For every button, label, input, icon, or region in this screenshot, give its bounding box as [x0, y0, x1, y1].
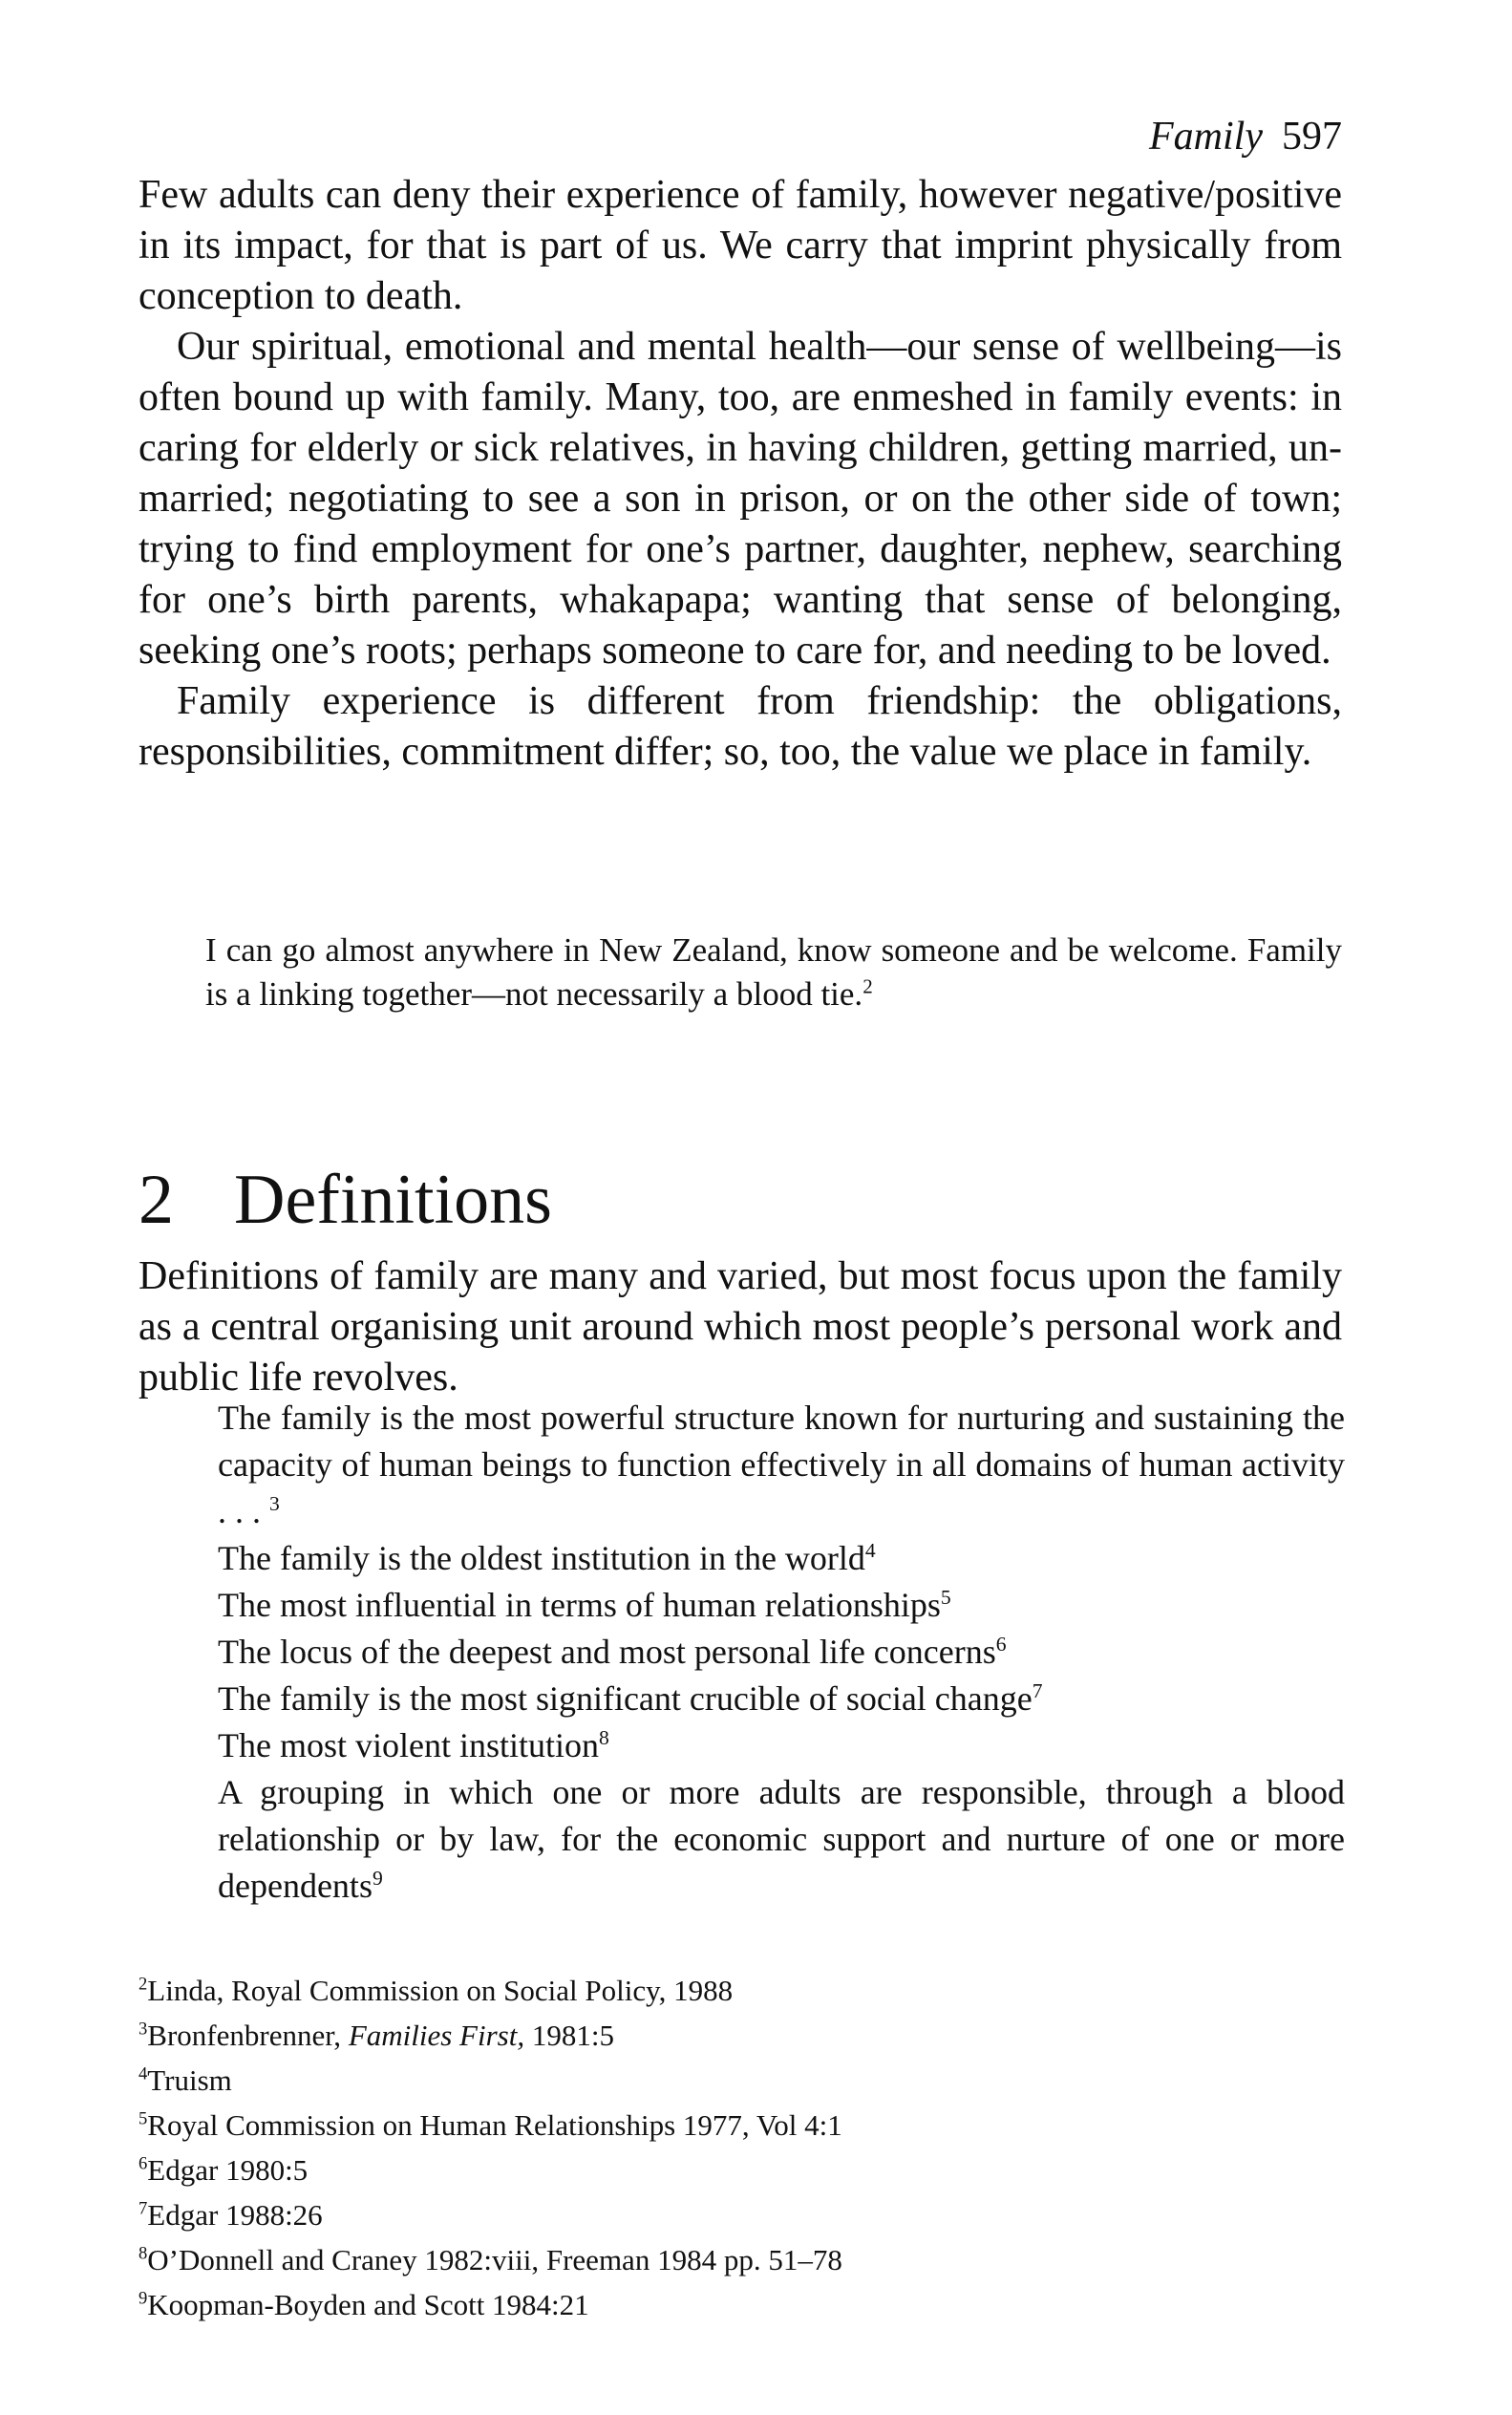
definition-text: The family is the oldest institution in the world	[218, 1539, 865, 1577]
running-title: Family	[1149, 115, 1263, 159]
definition-item	[218, 1769, 1345, 1910]
page-number: 597	[1282, 115, 1342, 159]
definition-text: The family is the most powerful structure known for nurturing and sustaining the capacity of human beings to function effectively in all domains of human activity . . .	[218, 1399, 1345, 1530]
footnote	[138, 2013, 1342, 2058]
footnote-ref: 3	[269, 1492, 280, 1515]
footnote	[138, 2103, 1342, 2148]
footnote-text: Edgar 1980:5	[147, 2153, 309, 2187]
running-header	[138, 113, 1342, 160]
paragraph: Few adults can deny their experience of family, however negative/positive in its impact, for that is part of us. We carry that imprint physically from conception to death.	[138, 173, 1342, 318]
footnote-ref: 2	[862, 974, 873, 998]
footnote-number: 8	[138, 2243, 148, 2264]
footnote-ref: 5	[940, 1586, 951, 1609]
definition-text: The family is the most significant crucible of social change	[218, 1679, 1033, 1718]
section-lead	[138, 1251, 1342, 1403]
footnote-number: 5	[138, 2108, 148, 2129]
footnote-text: Linda, Royal Commission on Social Policy, 1988	[147, 1974, 734, 2007]
definition-item	[218, 1629, 1345, 1676]
definition-item	[218, 1395, 1345, 1535]
definitions-list	[218, 1395, 1345, 1910]
definition-item	[218, 1582, 1345, 1629]
paragraph: Family experience is different from friendship: the obligations, responsibilities, commitment differ; so, too, the value we place in family.	[138, 679, 1342, 774]
footnote-text: 1981:5	[524, 2019, 614, 2052]
intro-text	[138, 170, 1342, 778]
footnote-text: O’Donnell and Craney 1982:viii, Freeman 1984 pp. 51–78	[147, 2243, 842, 2276]
footnote-ref: 6	[995, 1633, 1007, 1656]
footnote-text: Edgar 1988:26	[147, 2198, 323, 2232]
footnote-ref: 8	[599, 1726, 609, 1749]
footnote-number: 9	[138, 2288, 148, 2309]
paragraph: Definitions of family are many and varied, but most focus upon the family as a central organising unit around which most people’s personal work and public life revolves.	[138, 1254, 1342, 1400]
definition-item	[218, 1535, 1345, 1582]
definition-text: The locus of the deepest and most personal life concerns	[218, 1633, 996, 1671]
definition-text: The most influential in terms of human relationships	[218, 1586, 941, 1624]
footnote	[138, 2282, 1342, 2327]
section-heading	[138, 1157, 552, 1243]
footnote-number: 2	[138, 1974, 148, 1995]
footnote	[138, 1968, 1342, 2013]
footnote	[138, 2192, 1342, 2237]
block-quote	[205, 929, 1342, 1016]
section-number: 2	[138, 1161, 174, 1240]
footnote-text: Bronfenbrenner,	[147, 2019, 349, 2052]
footnote-number: 6	[138, 2153, 148, 2174]
definition-text: A grouping in which one or more adults are responsible, through a blood relationship or by law, for the economic support and nurture of one or more dependents	[218, 1773, 1345, 1905]
definition-item	[218, 1722, 1345, 1769]
footnote-number: 7	[138, 2198, 148, 2219]
footnote-number: 3	[138, 2019, 148, 2040]
footnote-ref: 9	[372, 1867, 383, 1890]
footnote-ref: 4	[864, 1539, 876, 1562]
section-title: Definitions	[234, 1161, 552, 1240]
footnote-text: Royal Commission on Human Relationships 1977, Vol 4:1	[147, 2108, 842, 2142]
paragraph: Our spiritual, emotional and mental health—our sense of wellbeing—is often bound up with family. Many, too, are enmeshed in family events: in caring for elderly or sick relatives, in having children, getting married, un-married; negotiating to see a son in prison, or on the other side of town; trying to find employment for one’s partner, daughter, nephew, searching for one’s birth parents, whakapapa; wanting that sense of belonging, seeking one’s roots; perhaps someone to care for, and needing to be loved.	[138, 325, 1342, 673]
footnote	[138, 2237, 1342, 2282]
quote-text: I can go almost anywhere in New Zealand, know someone and be welcome. Family is a linking together—not necessarily a blood tie.	[205, 931, 1342, 1013]
footnote-text: Truism	[147, 2063, 232, 2097]
footnote-number: 4	[138, 2063, 148, 2084]
footnote-text: Koopman-Boyden and Scott 1984:21	[147, 2288, 589, 2321]
footnote-title: Families First,	[348, 2019, 525, 2052]
footnotes	[138, 1968, 1342, 2327]
footnote	[138, 2058, 1342, 2103]
footnote-ref: 7	[1032, 1679, 1043, 1702]
definition-text: The most violent institution	[218, 1726, 599, 1764]
footnote	[138, 2148, 1342, 2192]
definition-item	[218, 1676, 1345, 1722]
